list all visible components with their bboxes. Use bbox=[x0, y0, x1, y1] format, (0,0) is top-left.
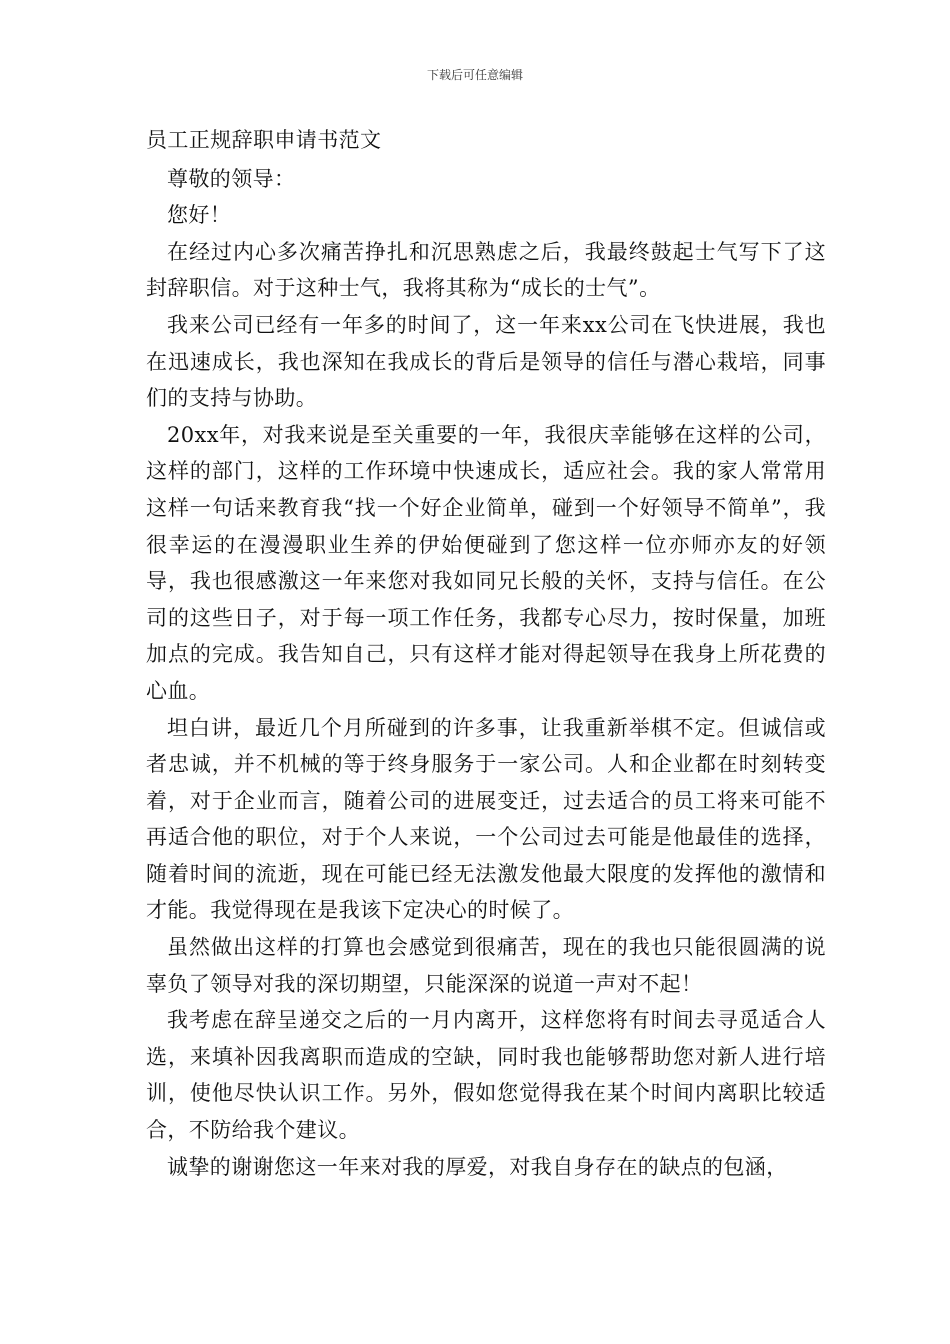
document-title: 员工正规辞职申请书范文 bbox=[146, 128, 382, 152]
greeting: 您好！ bbox=[167, 203, 232, 228]
paragraph-5: 虽然做出这样的打算也会感觉到很痛苦，现在的我也只能很圆满的说辜负了领导对我的深切期望，只能深深的说道一声对不起！ bbox=[146, 935, 826, 996]
paragraph-7: 诚挚的谢谢您这一年来对我的厚爱，对我自身存在的缺点的包涵， bbox=[167, 1154, 788, 1179]
paragraph-1: 在经过内心多次痛苦挣扎和沉思熟虑之后，我最终鼓起士气写下了这封辞职信。对于这种士气，我将其称为“成长的士气”。 bbox=[146, 239, 826, 301]
paragraph-6: 我考虑在辞呈递交之后的一月内离开，这样您将有时间去寻觅适合人选，来填补因我离职而造成的空缺，同时我也能够帮助您对新人进行培训，使他尽快认识工作。另外，假如您觉得我在某个时间内离职比较适合，不防给我个建议。 bbox=[146, 1008, 826, 1143]
salutation: 尊敬的领导： bbox=[167, 166, 296, 191]
document-body bbox=[146, 122, 826, 1185]
paragraph-4: 坦白讲，最近几个月所碰到的许多事，让我重新举棋不定。但诚信或者忠诚，并不机械的等于终身服务于一家公司。人和企业都在时刻转变着，对于企业而言，随着公司的进展变迁，过去适合的员工将来可能不再适合他的职位，对于个人来说，一个公司过去可能是他最佳的选择，随着时间的流逝，现在可能已经无法激发他最大限度的发挥他的激情和才能。我觉得现在是我该下定决心的时候了。 bbox=[146, 715, 826, 923]
paragraph-2: 我来公司已经有一年多的时间了，这一年来xx公司在飞快进展，我也在迅速成长，我也深知在我成长的背后是领导的信任与潜心栽培，同事们的支持与协助。 bbox=[146, 312, 826, 411]
paragraph-3: 20xx年，对我来说是至关重要的一年，我很庆幸能够在这样的公司，这样的部门，这样的工作环境中快速成长，适应社会。我的家人常常用这样一句话来教育我“找一个好企业简单，碰到一个好领导不简单”，我很幸运的在漫漫职业生养的伊始便碰到了您这样一位亦师亦友的好领导，我也很感激这一年来您对我如同兄长般的关怀，支持与信任。在公司的这些日子，对于每一项工作任务，我都专心尽力，按时保量，加班加点的完成。我告知自己，只有这样才能对得起领导在我身上所花费的心血。 bbox=[146, 422, 826, 703]
header-note: 下载后可任意编辑 bbox=[426, 68, 523, 82]
